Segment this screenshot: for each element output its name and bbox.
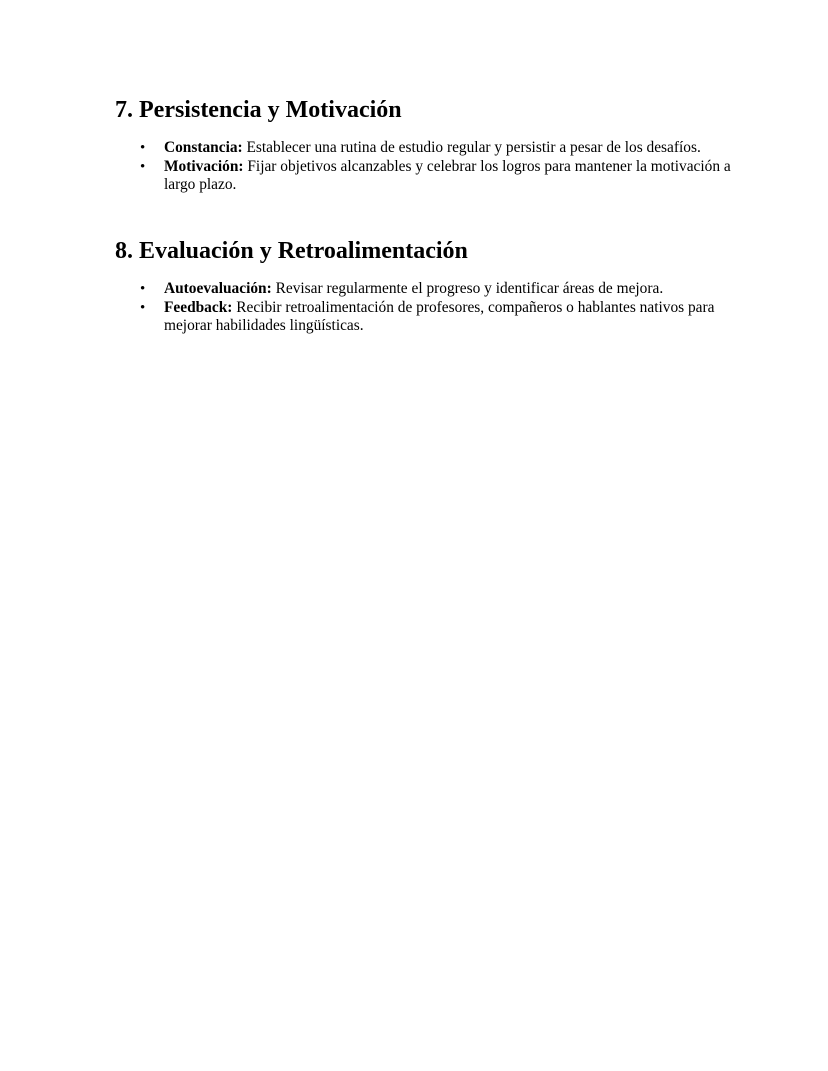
bullet-icon: • bbox=[140, 140, 146, 156]
item-term: Constancia: bbox=[164, 139, 243, 156]
bullet-icon: • bbox=[140, 158, 146, 175]
bullet-list bbox=[115, 280, 735, 336]
item-text: Establecer una rutina de estudio regular y persistir a pesar de los desafíos. bbox=[242, 139, 701, 156]
section-heading: 7. Persistencia y Motivación bbox=[115, 97, 402, 123]
section-heading: 8. Evaluación y Retroalimentación bbox=[115, 238, 468, 264]
list-item bbox=[115, 158, 735, 195]
section-persistencia-motivacion bbox=[115, 95, 735, 195]
item-text: Revisar regularmente el progreso y identificar áreas de mejora. bbox=[271, 280, 664, 297]
item-text: Recibir retroalimentación de profesores, compañeros o hablantes nativos para mejorar habilidades lingüísticas. bbox=[164, 298, 715, 334]
item-term: Motivación: bbox=[164, 157, 244, 175]
list-item bbox=[115, 299, 735, 336]
item-term: Feedback: bbox=[164, 298, 233, 316]
item-text: Fijar objetivos alcanzables y celebrar los logros para mantener la motivación a largo plazo. bbox=[164, 157, 731, 193]
item-term: Autoevaluación: bbox=[164, 280, 272, 297]
bullet-icon: • bbox=[140, 299, 146, 316]
bullet-list bbox=[115, 139, 735, 195]
list-item bbox=[115, 139, 735, 158]
list-item bbox=[115, 280, 735, 299]
section-evaluacion-retroalimentacion bbox=[115, 236, 735, 336]
bullet-icon: • bbox=[140, 281, 146, 297]
